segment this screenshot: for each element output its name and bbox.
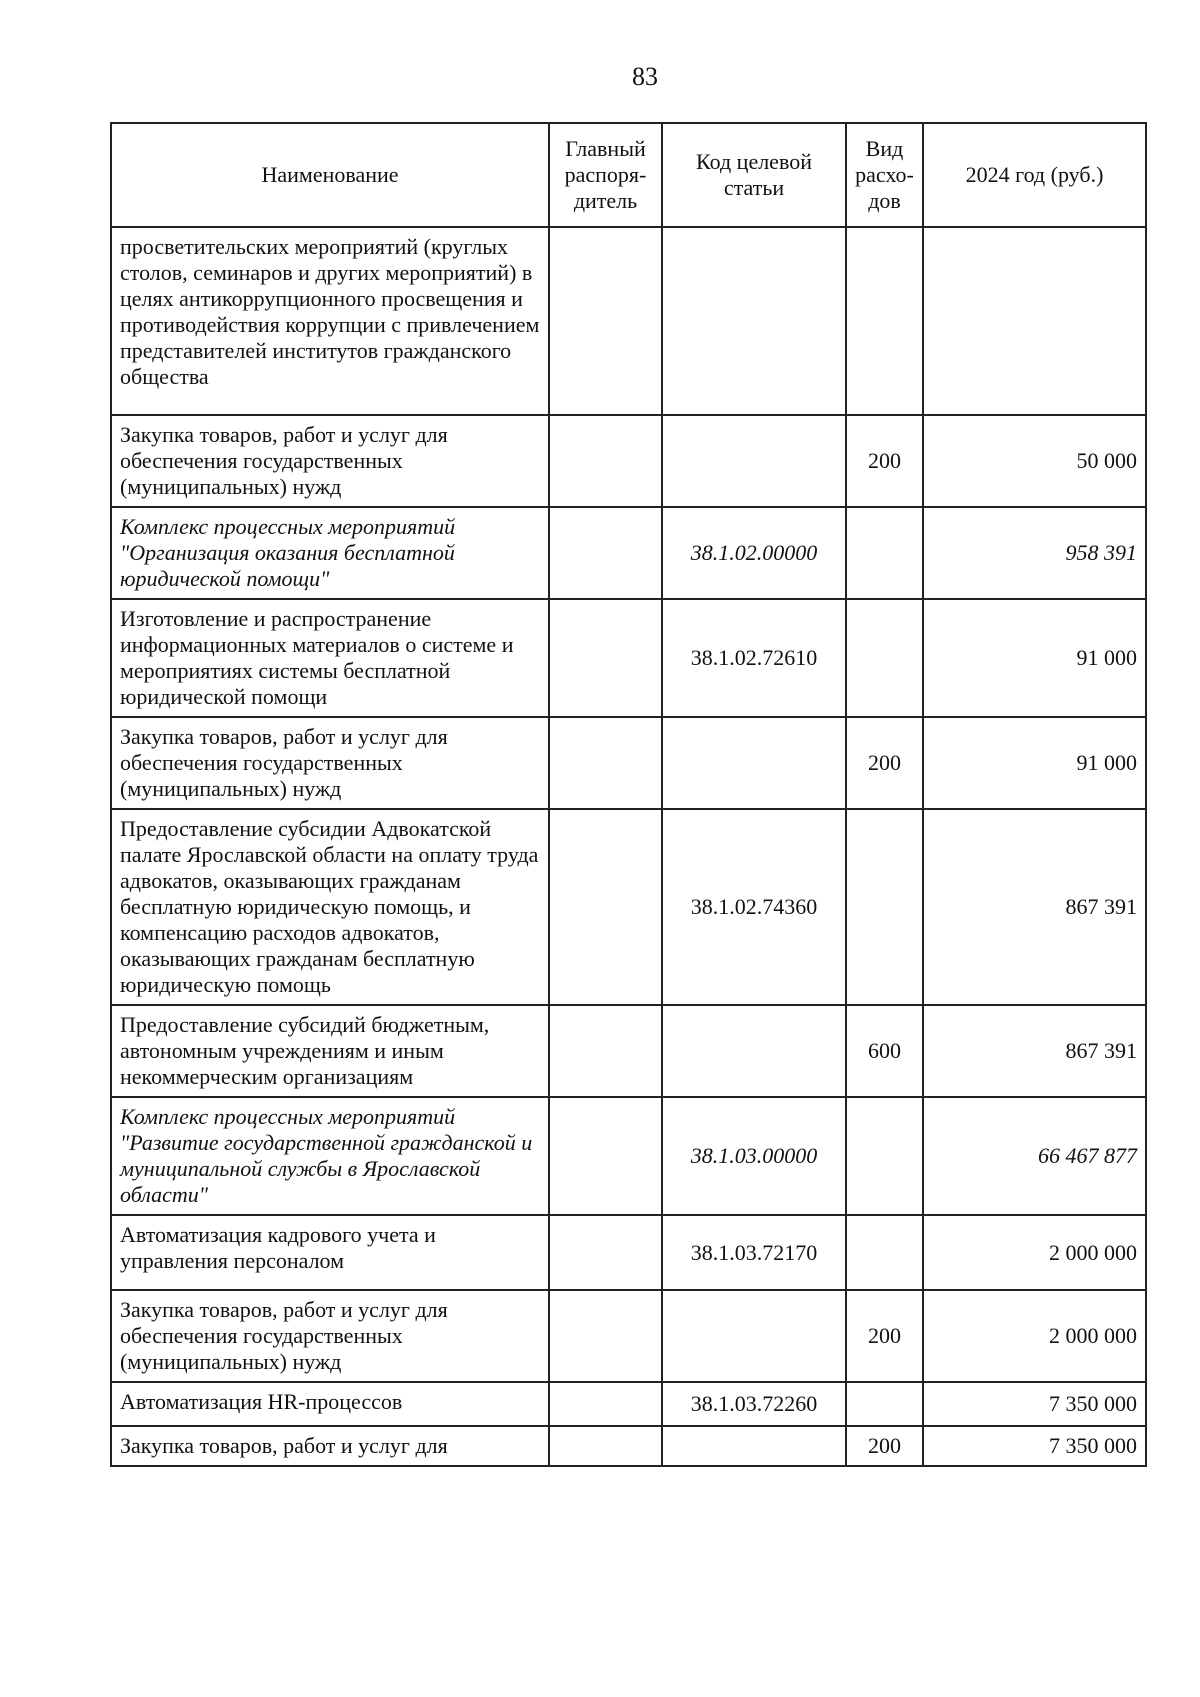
cell-amount: 50 000: [923, 415, 1146, 507]
cell-code: 38.1.03.00000: [662, 1097, 846, 1215]
cell-name: Закупка товаров, работ и услуг для обеспечения государственных (муниципальных) нужд: [111, 1290, 549, 1382]
cell-expense-type: 600: [846, 1005, 923, 1097]
cell-manager: [549, 599, 662, 717]
cell-name: Автоматизация кадрового учета и управления персоналом: [111, 1215, 549, 1290]
page-number: 83: [632, 62, 658, 91]
cell-manager: [549, 1215, 662, 1290]
cell-name: Комплекс процессных мероприятий "Организация оказания бесплатной юридической помощи": [111, 507, 549, 599]
cell-code: [662, 415, 846, 507]
cell-expense-type: 200: [846, 1426, 923, 1466]
cell-code: 38.1.03.72260: [662, 1382, 846, 1426]
header-code: Код целевой статьи: [662, 123, 846, 227]
cell-expense-type: 200: [846, 1290, 923, 1382]
cell-expense-type: [846, 1215, 923, 1290]
table-row: [111, 1426, 1146, 1466]
cell-code: [662, 1290, 846, 1382]
cell-code: [662, 1005, 846, 1097]
cell-amount: 7 350 000: [923, 1426, 1146, 1466]
cell-code: 38.1.02.74360: [662, 809, 846, 1005]
cell-amount: 2 000 000: [923, 1290, 1146, 1382]
cell-manager: [549, 809, 662, 1005]
cell-expense-type: [846, 1382, 923, 1426]
cell-name: Предоставление субсидий бюджетным, автономным учреждениям и иным некоммерческим организациям: [111, 1005, 549, 1097]
table-row: [111, 599, 1146, 717]
table-row: [111, 1215, 1146, 1290]
budget-table: [110, 122, 1147, 1467]
cell-name: Автоматизация HR-процессов: [111, 1382, 549, 1426]
cell-amount: 66 467 877: [923, 1097, 1146, 1215]
table-row: [111, 1290, 1146, 1382]
cell-manager: [549, 1097, 662, 1215]
cell-amount: [923, 227, 1146, 415]
cell-expense-type: [846, 1097, 923, 1215]
table-body: [111, 227, 1146, 1466]
table-row: [111, 1005, 1146, 1097]
cell-expense-type: 200: [846, 717, 923, 809]
header-name: Наименование: [111, 123, 549, 227]
cell-manager: [549, 1382, 662, 1426]
header-manager: Главный распоря-дитель: [549, 123, 662, 227]
cell-amount: 7 350 000: [923, 1382, 1146, 1426]
cell-name: просветительских мероприятий (круглых столов, семинаров и других мероприятий) в целях антикоррупционного просвещения и противодействия коррупции с привлечением представителей институтов гражданского общества: [111, 227, 549, 415]
cell-code: 38.1.02.00000: [662, 507, 846, 599]
cell-code: 38.1.02.72610: [662, 599, 846, 717]
cell-manager: [549, 717, 662, 809]
table-row: [111, 1097, 1146, 1215]
header-amount: 2024 год (руб.): [923, 123, 1146, 227]
cell-manager: [549, 415, 662, 507]
cell-name: Закупка товаров, работ и услуг для обеспечения государственных (муниципальных) нужд: [111, 415, 549, 507]
cell-code: [662, 227, 846, 415]
cell-name: Предоставление субсидии Адвокатской палате Ярославской области на оплату труда адвокатов, оказывающих гражданам бесплатную юридическую помощь, и компенсацию расходов адвокатов, оказывающих гражданам бесплатную юридическую помощь: [111, 809, 549, 1005]
table-row: [111, 809, 1146, 1005]
cell-expense-type: [846, 599, 923, 717]
table-row: [111, 1382, 1146, 1426]
cell-manager: [549, 1290, 662, 1382]
table-row: [111, 717, 1146, 809]
cell-manager: [549, 1005, 662, 1097]
cell-manager: [549, 507, 662, 599]
cell-amount: 2 000 000: [923, 1215, 1146, 1290]
table-header-row: [111, 123, 1146, 227]
cell-code: [662, 1426, 846, 1466]
cell-name: Комплекс процессных мероприятий "Развитие государственной гражданской и муниципальной службы в Ярославской области": [111, 1097, 549, 1215]
cell-expense-type: [846, 809, 923, 1005]
cell-amount: 867 391: [923, 1005, 1146, 1097]
cell-amount: 91 000: [923, 717, 1146, 809]
cell-name: Изготовление и распространение информационных материалов о системе и мероприятиях системы бесплатной юридической помощи: [111, 599, 549, 717]
table-row: [111, 415, 1146, 507]
table-row: [111, 227, 1146, 415]
cell-code: 38.1.03.72170: [662, 1215, 846, 1290]
table-row: [111, 507, 1146, 599]
cell-name: Закупка товаров, работ и услуг для: [111, 1426, 549, 1466]
cell-manager: [549, 1426, 662, 1466]
cell-amount: 958 391: [923, 507, 1146, 599]
cell-code: [662, 717, 846, 809]
cell-expense-type: [846, 507, 923, 599]
cell-amount: 867 391: [923, 809, 1146, 1005]
cell-amount: 91 000: [923, 599, 1146, 717]
cell-manager: [549, 227, 662, 415]
cell-expense-type: [846, 227, 923, 415]
cell-expense-type: 200: [846, 415, 923, 507]
header-expense-type: Вид расхо-дов: [846, 123, 923, 227]
cell-name: Закупка товаров, работ и услуг для обеспечения государственных (муниципальных) нужд: [111, 717, 549, 809]
